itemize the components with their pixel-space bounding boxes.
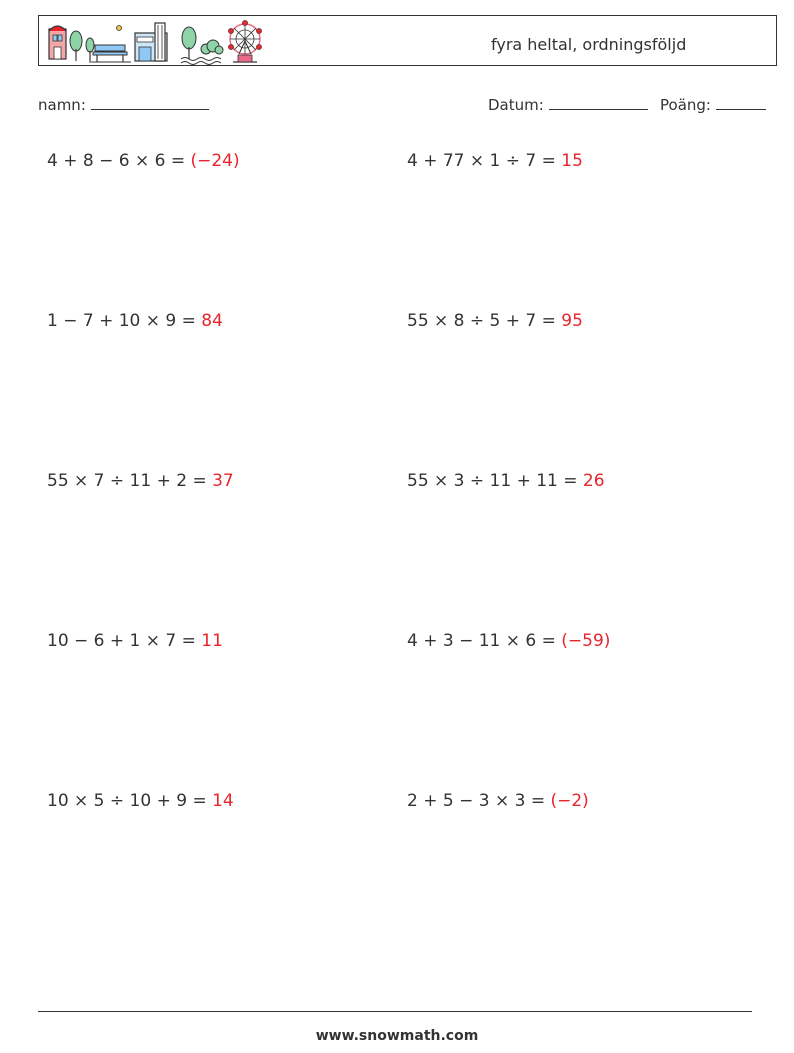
header-box: [38, 15, 777, 66]
problem-item: [47, 151, 240, 171]
problem-answer: 11: [201, 631, 223, 651]
problem-answer: (−59): [561, 631, 611, 651]
problem-item: [407, 471, 605, 491]
name-field: [38, 94, 209, 114]
score-input-line[interactable]: [716, 94, 766, 110]
problem-item: [407, 631, 610, 651]
problem-answer: (−24): [190, 151, 240, 171]
problem-expression: 1 − 7 + 10 × 9 =: [47, 311, 202, 331]
problem-item: [407, 311, 583, 331]
problem-item: [407, 151, 583, 171]
problem-answer: 14: [212, 791, 234, 811]
score-field: [660, 94, 766, 114]
problem-expression: 4 + 77 × 1 ÷ 7 =: [407, 151, 562, 171]
problem-expression: 4 + 3 − 11 × 6 =: [407, 631, 562, 651]
problem-answer: 15: [561, 151, 583, 171]
ball-icon: [117, 26, 122, 31]
name-label: namn:: [38, 96, 86, 114]
problem-item: [407, 791, 589, 811]
problem-expression: 55 × 8 ÷ 5 + 7 =: [407, 311, 562, 331]
problem-expression: 10 × 5 ÷ 10 + 9 =: [47, 791, 213, 811]
problem-expression: 2 + 5 − 3 × 3 =: [407, 791, 551, 811]
problem-item: [47, 791, 234, 811]
problem-expression: 55 × 7 ÷ 11 + 2 =: [47, 471, 213, 491]
problem-answer: 84: [201, 311, 223, 331]
ferris-wheel-icon: [228, 20, 261, 62]
water-waves-icon: [181, 58, 221, 65]
bench-icon: [89, 45, 131, 62]
tree-icon: [70, 31, 82, 61]
footer-divider: [38, 1011, 752, 1012]
problem-item: [47, 631, 223, 651]
tree-icon: [182, 27, 196, 59]
problem-expression: 55 × 3 ÷ 11 + 11 =: [407, 471, 583, 491]
worksheet-title: fyra heltal, ordningsföljd: [491, 35, 687, 54]
problem-answer: 37: [212, 471, 234, 491]
house-icon: [49, 26, 66, 59]
name-input-line[interactable]: [91, 94, 209, 110]
score-label: Poäng:: [660, 96, 711, 114]
date-field: [488, 94, 648, 114]
building-icon: [135, 23, 167, 61]
problem-expression: 10 − 6 + 1 × 7 =: [47, 631, 202, 651]
bush-icon: [201, 40, 223, 54]
problem-answer: (−2): [550, 791, 589, 811]
problem-item: [47, 471, 234, 491]
problem-item: [47, 311, 223, 331]
footer-website: www.snowmath.com: [315, 1028, 479, 1044]
date-label: Datum:: [488, 96, 544, 114]
problem-answer: 26: [582, 471, 605, 491]
city-park-illustration: [45, 19, 267, 65]
problem-answer: 95: [561, 311, 583, 331]
problem-expression: 4 + 8 − 6 × 6 =: [47, 151, 191, 171]
tree-icon: [86, 38, 94, 61]
date-input-line[interactable]: [549, 94, 648, 110]
